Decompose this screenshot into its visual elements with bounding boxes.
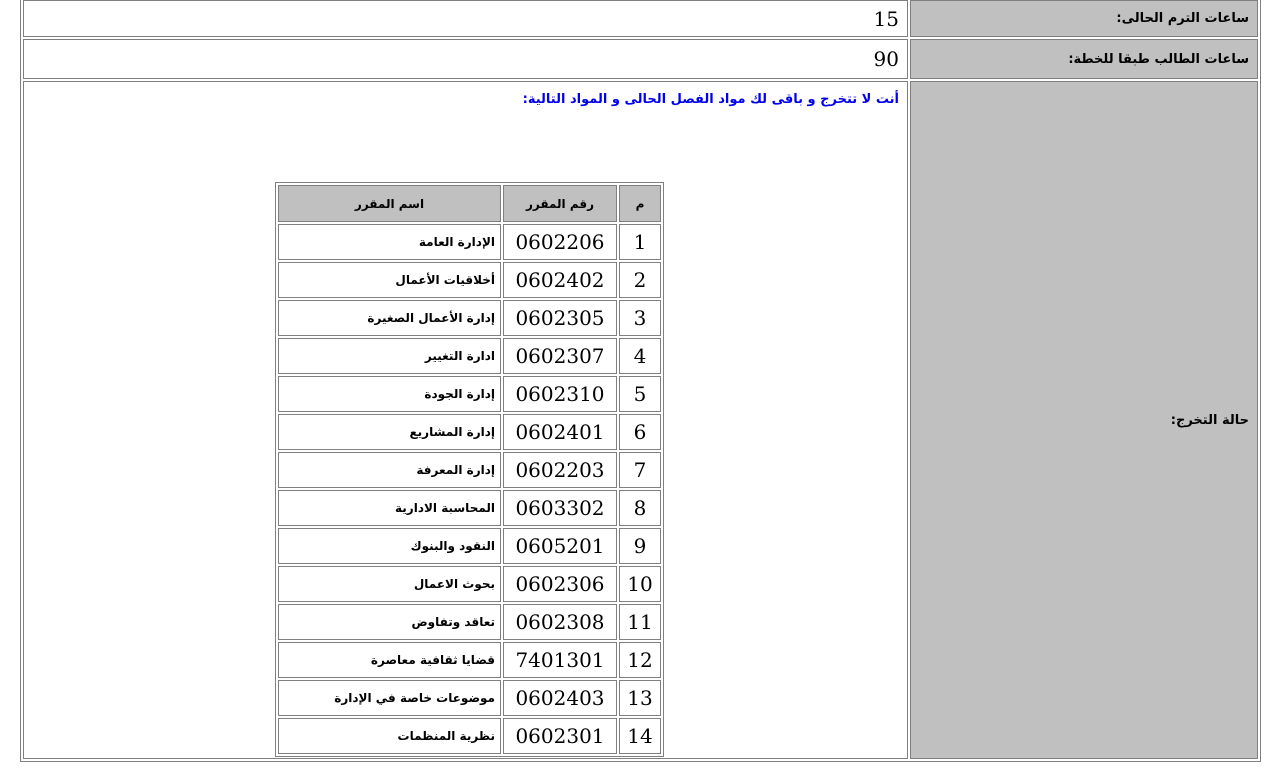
table-row [278, 604, 661, 640]
remaining-courses-table [275, 182, 664, 757]
table-row [278, 566, 661, 602]
course-code: 0605201 [503, 528, 617, 564]
graduation-message: أنت لا تتخرج و باقى لك مواد الفصل الحالى و المواد التالية: [522, 92, 899, 107]
course-index: 10 [619, 566, 661, 602]
course-code: 0602203 [503, 452, 617, 488]
course-index: 3 [619, 300, 661, 336]
course-name: الإدارة العامة [278, 224, 501, 260]
header-course-code: رقم المقرر [503, 185, 617, 222]
table-row [278, 376, 661, 412]
course-name: إدارة المشاريع [278, 414, 501, 450]
table-row [278, 414, 661, 450]
table-row [278, 452, 661, 488]
plan-hours-value: 90 [23, 39, 908, 79]
table-row [278, 300, 661, 336]
course-index: 6 [619, 414, 661, 450]
course-name: قضايا ثقافية معاصرة [278, 642, 501, 678]
course-name: إدارة الأعمال الصغيرة [278, 300, 501, 336]
course-name: تعاقد وتفاوض [278, 604, 501, 640]
table-row [278, 680, 661, 716]
course-index: 8 [619, 490, 661, 526]
course-name: نظرية المنظمات [278, 718, 501, 754]
plan-hours-row [23, 39, 1258, 79]
course-code: 0602307 [503, 338, 617, 374]
course-code: 0602206 [503, 224, 617, 260]
course-index: 4 [619, 338, 661, 374]
courses-header-row [278, 185, 661, 222]
header-course-name: اسم المقرر [278, 185, 501, 222]
course-index: 5 [619, 376, 661, 412]
course-code: 0602310 [503, 376, 617, 412]
course-code: 0602401 [503, 414, 617, 450]
course-index: 13 [619, 680, 661, 716]
course-index: 7 [619, 452, 661, 488]
table-row [278, 490, 661, 526]
course-code: 0602301 [503, 718, 617, 754]
course-name: ادارة التغيير [278, 338, 501, 374]
plan-hours-label: ساعات الطالب طبقا للخطة: [910, 39, 1258, 79]
table-row [278, 642, 661, 678]
course-name: إدارة الجودة [278, 376, 501, 412]
table-row [278, 338, 661, 374]
current-term-hours-value: 15 [23, 0, 908, 37]
table-row [278, 528, 661, 564]
course-index: 1 [619, 224, 661, 260]
table-row [278, 224, 661, 260]
course-code: 0602306 [503, 566, 617, 602]
current-term-hours-label: ساعات الترم الحالى: [910, 0, 1258, 37]
course-name: بحوث الاعمال [278, 566, 501, 602]
graduation-status-value [23, 81, 908, 759]
course-code: 0602305 [503, 300, 617, 336]
student-summary-table [20, 0, 1261, 762]
course-index: 14 [619, 718, 661, 754]
course-index: 12 [619, 642, 661, 678]
course-name: النقود والبنوك [278, 528, 501, 564]
table-row [278, 262, 661, 298]
course-code: 0602402 [503, 262, 617, 298]
table-row [278, 718, 661, 754]
course-code: 0602308 [503, 604, 617, 640]
course-index: 9 [619, 528, 661, 564]
graduation-status-label: حالة التخرج: [910, 81, 1258, 759]
graduation-status-row [23, 81, 1258, 759]
course-index: 2 [619, 262, 661, 298]
course-name: أخلاقيات الأعمال [278, 262, 501, 298]
header-index: م [619, 185, 661, 222]
course-name: إدارة المعرفة [278, 452, 501, 488]
current-term-hours-row [23, 0, 1258, 37]
course-code: 7401301 [503, 642, 617, 678]
course-name: المحاسبة الادارية [278, 490, 501, 526]
course-name: موضوعات خاصة في الإدارة [278, 680, 501, 716]
course-index: 11 [619, 604, 661, 640]
courses-body [278, 224, 661, 754]
course-code: 0603302 [503, 490, 617, 526]
course-code: 0602403 [503, 680, 617, 716]
